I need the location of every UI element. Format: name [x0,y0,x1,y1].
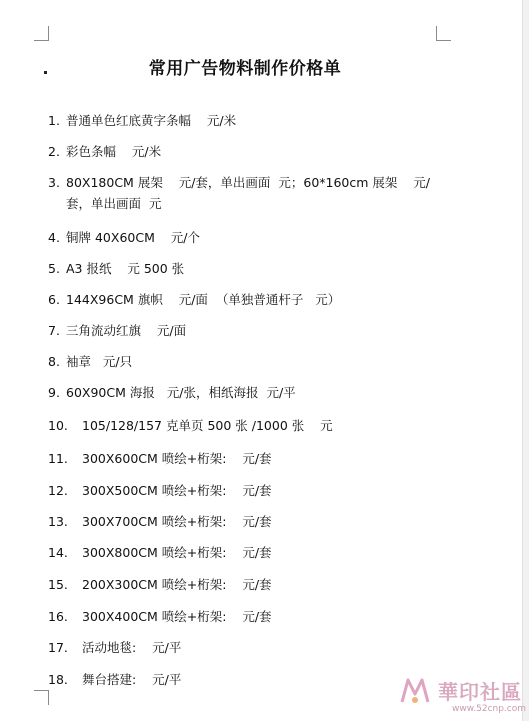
page-edge [522,0,529,721]
list-item [48,574,448,595]
item-text: 普通单色红底黄字条幅 元/米 [66,113,237,128]
item-text: 铜牌 40X60CM 元/个 [66,230,200,245]
item-number: 12. [48,483,68,498]
item-number: 14. [48,545,68,560]
item-text: 300X800CM 喷绘+桁架: 元/套 [82,545,272,560]
item-number: 13. [48,514,68,529]
margin-mark-bottom-left [34,690,49,705]
item-number: 8. [48,354,60,369]
list-item [48,415,448,436]
list-item [48,141,448,162]
list-item [48,637,448,658]
item-text: 300X700CM 喷绘+桁架: 元/套 [82,514,272,529]
watermark-url: www.52cnp.com [452,704,527,714]
item-text: 三角流动红旗 元/面 [66,323,187,338]
item-text: 300X400CM 喷绘+桁架: 元/套 [82,609,272,624]
item-number: 16. [48,609,68,624]
item-text: 144X96CM 旗帜 元/面 （单独普通杆子 元） [66,292,341,307]
list-item [48,258,448,279]
list-item [48,227,448,248]
item-number: 1. [48,113,60,128]
item-text: 105/128/157 克单页 500 张 /1000 张 元 [82,418,333,433]
item-text: 200X300CM 喷绘+桁架: 元/套 [82,577,272,592]
site-watermark [388,670,528,720]
item-number: 10. [48,418,68,433]
item-text: 活动地毯: 元/平 [82,640,182,655]
watermark-brand: 華印社區 [438,680,522,704]
item-number: 18. [48,672,68,687]
item-text: 舞台搭建: 元/平 [82,672,182,687]
item-number: 3. [48,175,60,190]
list-item [48,511,448,532]
item-text: A3 报纸 元 500 张 [66,261,185,276]
list-item [48,480,448,501]
item-text: 300X500CM 喷绘+桁架: 元/套 [82,483,272,498]
list-item [48,351,448,372]
page-title: 常用广告物料制作价格单 [148,59,342,79]
item-text: 彩色条幅 元/米 [66,144,162,159]
item-number: 11. [48,451,68,466]
item-number: 6. [48,292,60,307]
item-text: 80X180CM 展架 元/套，单出画面 元；60*160cm 展架 元/ 套，单出画面 元 [66,175,431,211]
list-item [48,110,448,131]
item-number: 15. [48,577,68,592]
item-text: 300X600CM 喷绘+桁架: 元/套 [82,451,272,466]
list-item [48,289,448,310]
margin-mark-top-left [34,26,49,41]
item-number: 4. [48,230,60,245]
list-item [48,606,448,627]
item-text: 60X90CM 海报 元/张，相纸海报 元/平 [66,385,296,400]
item-number: 7. [48,323,60,338]
margin-mark-top-right [436,26,451,41]
item-number: 17. [48,640,68,655]
item-number: 5. [48,261,60,276]
watermark-logo-icon [398,674,432,708]
list-item [48,448,448,469]
list-item [48,172,448,214]
list-item [48,382,448,403]
item-text: 袖章 元/只 [66,354,133,369]
list-item [48,542,448,563]
item-number: 9. [48,385,60,400]
list-item [48,320,448,341]
item-number: 2. [48,144,60,159]
